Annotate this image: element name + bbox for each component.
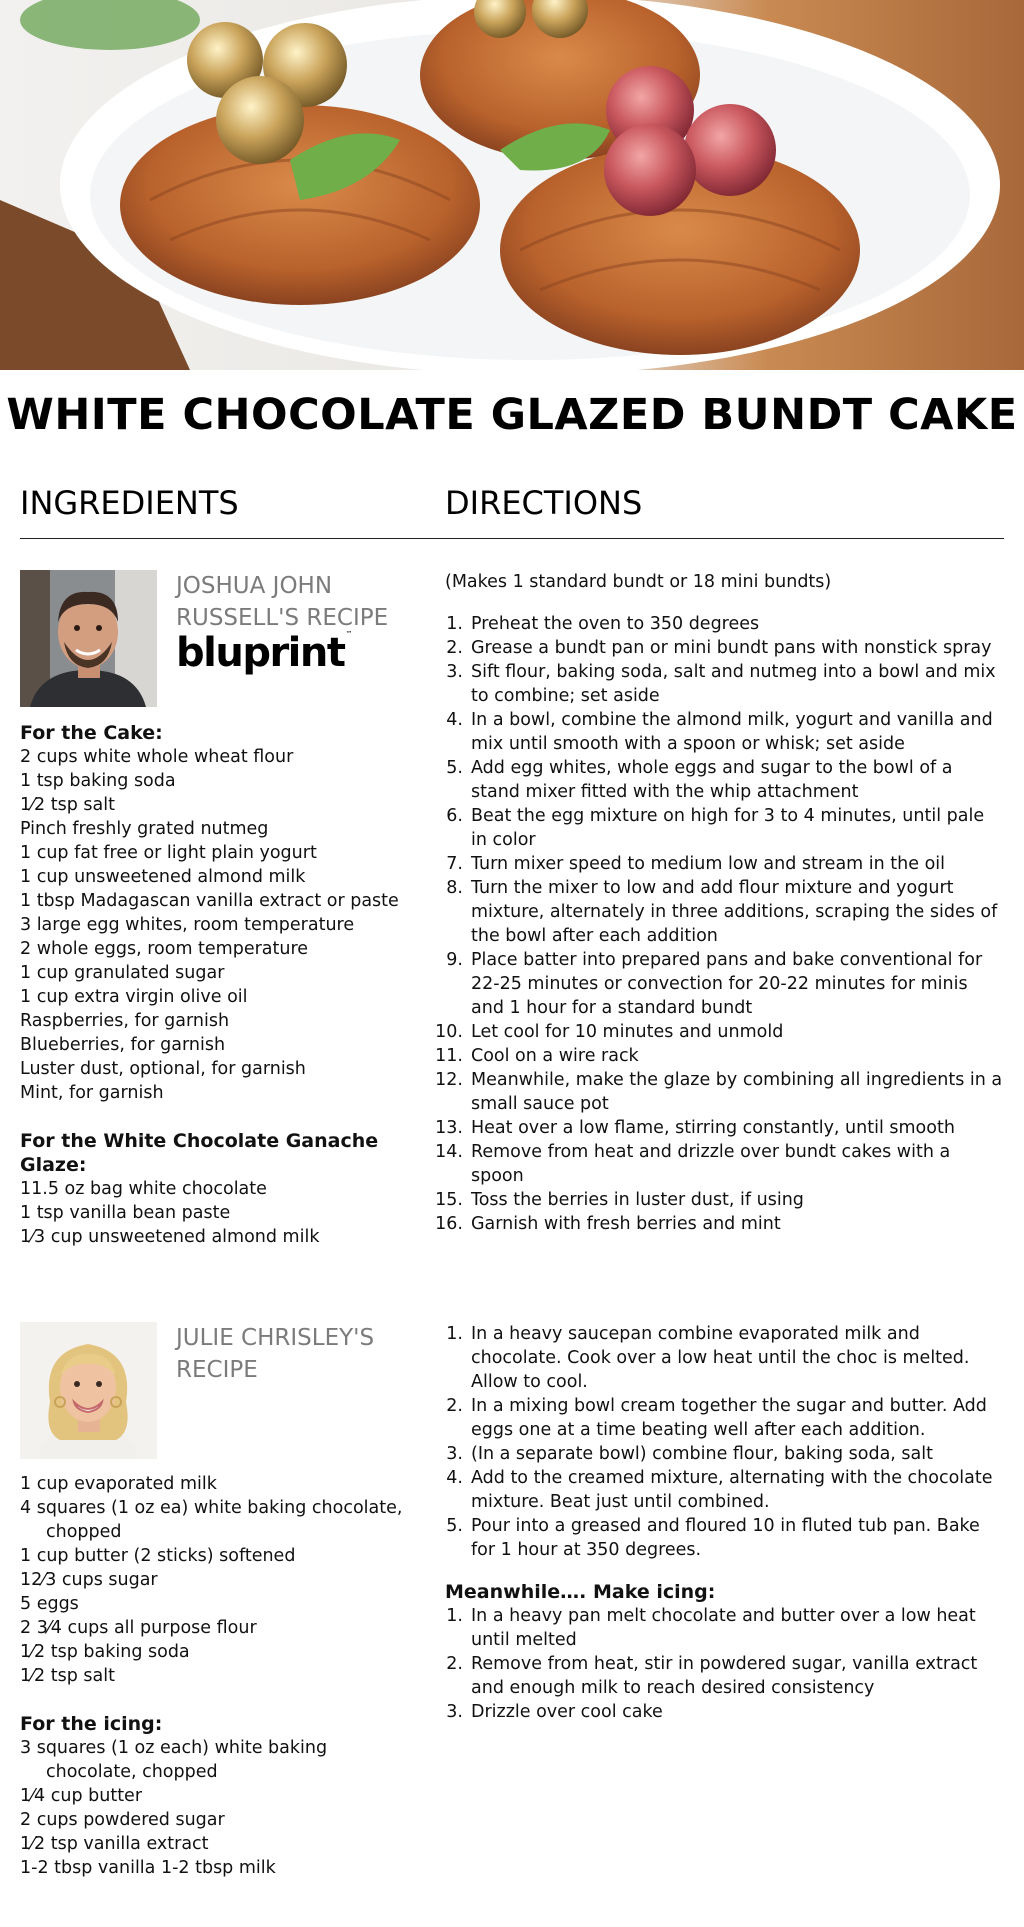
list-item: 1 cup fat free or light plain yogurt xyxy=(20,843,317,863)
recipe1-directions xyxy=(435,570,1005,1236)
direction-step: 3. (In a separate bowl) combine flour, baking soda, salt xyxy=(446,1444,933,1464)
direction-step: 15. Toss the berries in luster dust, if using xyxy=(435,1190,804,1210)
list-item: 2 cups powdered sugar xyxy=(20,1810,225,1830)
icing-directions-heading: Meanwhile…. Make icing: xyxy=(445,1581,716,1603)
list-item: 1 cup unsweetened almond milk xyxy=(20,867,306,887)
direction-step: 12. Meanwhile, make the glaze by combining all ingredients in a small sauce pot xyxy=(435,1070,1003,1114)
direction-step: 2. Remove from heat, stir in powdered sugar, vanilla extract and enough milk to reach desired consistency xyxy=(446,1654,978,1698)
list-item: 1 tsp baking soda xyxy=(20,771,176,791)
list-item: 1 cup evaporated milk xyxy=(20,1474,217,1494)
list-item: 2 3⁄4 cups all purpose flour xyxy=(20,1618,257,1638)
direction-step: 5. Add egg whites, whole eggs and sugar to the bowl of a stand mixer fitted with the whip attachment xyxy=(446,758,953,802)
list-item: 1⁄4 cup butter xyxy=(20,1786,143,1806)
page-title: WHITE CHOCOLATE GLAZED BUNDT CAKE xyxy=(6,390,1018,440)
direction-step: 11. Cool on a wire rack xyxy=(435,1046,639,1066)
direction-step: 6. Beat the egg mixture on high for 3 to 4 minutes, until pale in color xyxy=(446,806,985,850)
list-item: 4 squares (1 oz ea) white baking chocolate, chopped xyxy=(20,1498,403,1542)
list-item: 1 cup butter (2 sticks) softened xyxy=(20,1546,296,1566)
list-item: 1 cup granulated sugar xyxy=(20,963,225,983)
direction-step: 16. Garnish with fresh berries and mint xyxy=(435,1214,781,1234)
direction-step: 3. Sift flour, baking soda, salt and nutmeg into a bowl and mix to combine; set aside xyxy=(446,662,996,706)
direction-step: 7. Turn mixer speed to medium low and stream in the oil xyxy=(446,854,946,874)
icing-heading: For the icing: xyxy=(20,1713,163,1735)
list-item: Blueberries, for garnish xyxy=(20,1035,226,1055)
list-item: 1-2 tbsp vanilla 1-2 tbsp milk xyxy=(20,1858,276,1878)
divider xyxy=(20,538,1004,539)
directions-heading: DIRECTIONS xyxy=(445,484,643,522)
chef-name-joshua: JOSHUA JOHN RUSSELL'S RECIPE xyxy=(176,573,389,631)
list-item: 1⁄2 tsp vanilla extract xyxy=(20,1834,209,1854)
list-item: Mint, for garnish xyxy=(20,1083,164,1103)
recipe2-directions xyxy=(445,1322,1005,1724)
list-item: 12⁄3 cups sugar xyxy=(20,1570,158,1590)
list-item: 1⁄2 tsp salt xyxy=(20,1666,115,1686)
list-item: 1⁄2 tsp baking soda xyxy=(20,1642,190,1662)
direction-step: 1. In a heavy saucepan combine evaporated milk and chocolate. Cook over a low heat until the choc is melted. Allow to cool. xyxy=(446,1324,970,1392)
list-item: 11.5 oz bag white chocolate xyxy=(20,1179,267,1199)
list-item: 5 eggs xyxy=(20,1594,79,1614)
glaze-heading: For the White Chocolate Ganache Glaze: xyxy=(20,1130,379,1176)
list-item: 2 cups white whole wheat flour xyxy=(20,747,294,767)
chef-avatar-joshua xyxy=(20,570,157,707)
list-item: 2 whole eggs, room temperature xyxy=(20,939,309,959)
direction-step: 3. Drizzle over cool cake xyxy=(446,1702,663,1722)
yield-note: (Makes 1 standard bundt or 18 mini bundts) xyxy=(445,572,832,592)
direction-step: 8. Turn the mixer to low and add flour mixture and yogurt mixture, alternately in three additions, scraping the sides of the bowl after each addition xyxy=(446,878,998,946)
direction-step: 2. In a mixing bowl cream together the sugar and butter. Add eggs one at a time beating well after each addition. xyxy=(446,1396,987,1440)
list-item: 1 tbsp Madagascan vanilla extract or paste xyxy=(20,891,399,911)
list-item: Luster dust, optional, for garnish xyxy=(20,1059,306,1079)
direction-step: 9. Place batter into prepared pans and bake conventional for 22-25 minutes or convection for 20-22 minutes for minis and 1 hour for a standard bundt xyxy=(446,950,983,1018)
chef-avatar-julie xyxy=(20,1322,157,1459)
list-item: 1 tsp vanilla bean paste xyxy=(20,1203,231,1223)
chef-name-julie: JULIE CHRISLEY'S RECIPE xyxy=(176,1325,375,1383)
list-item: Pinch freshly grated nutmeg xyxy=(20,819,269,839)
bluprint-logo: bluprint™ xyxy=(176,630,353,676)
direction-step: 4. In a bowl, combine the almond milk, yogurt and vanilla and mix until smooth with a spoon or whisk; set aside xyxy=(446,710,993,754)
direction-step: 5. Pour into a greased and floured 10 in fluted tub pan. Bake for 1 hour at 350 degrees. xyxy=(446,1516,980,1560)
direction-step: 10. Let cool for 10 minutes and unmold xyxy=(435,1022,784,1042)
ingredients-heading: INGREDIENTS xyxy=(20,484,239,522)
direction-step: 14. Remove from heat and drizzle over bundt cakes with a spoon xyxy=(435,1142,951,1186)
list-item: Raspberries, for garnish xyxy=(20,1011,230,1031)
direction-step: 13. Heat over a low flame, stirring constantly, until smooth xyxy=(435,1118,955,1138)
cake-heading: For the Cake: xyxy=(20,722,163,744)
recipe2-ingredients xyxy=(20,1472,410,1880)
direction-step: 2. Grease a bundt pan or mini bundt pans with nonstick spray xyxy=(446,638,992,658)
recipe1-ingredients xyxy=(20,721,410,1249)
direction-step: 4. Add to the creamed mixture, alternating with the chocolate mixture. Beat just until combined. xyxy=(446,1468,993,1512)
list-item: 1⁄2 tsp salt xyxy=(20,795,115,815)
direction-step: 1. In a heavy pan melt chocolate and butter over a low heat until melted xyxy=(446,1606,976,1650)
list-item: 1⁄3 cup unsweetened almond milk xyxy=(20,1227,320,1247)
list-item: 1 cup extra virgin olive oil xyxy=(20,987,248,1007)
direction-step: 1. Preheat the oven to 350 degrees xyxy=(446,614,760,634)
hero-photo xyxy=(0,0,1024,370)
list-item: 3 squares (1 oz each) white baking chocolate, chopped xyxy=(20,1738,328,1782)
list-item: 3 large egg whites, room temperature xyxy=(20,915,355,935)
